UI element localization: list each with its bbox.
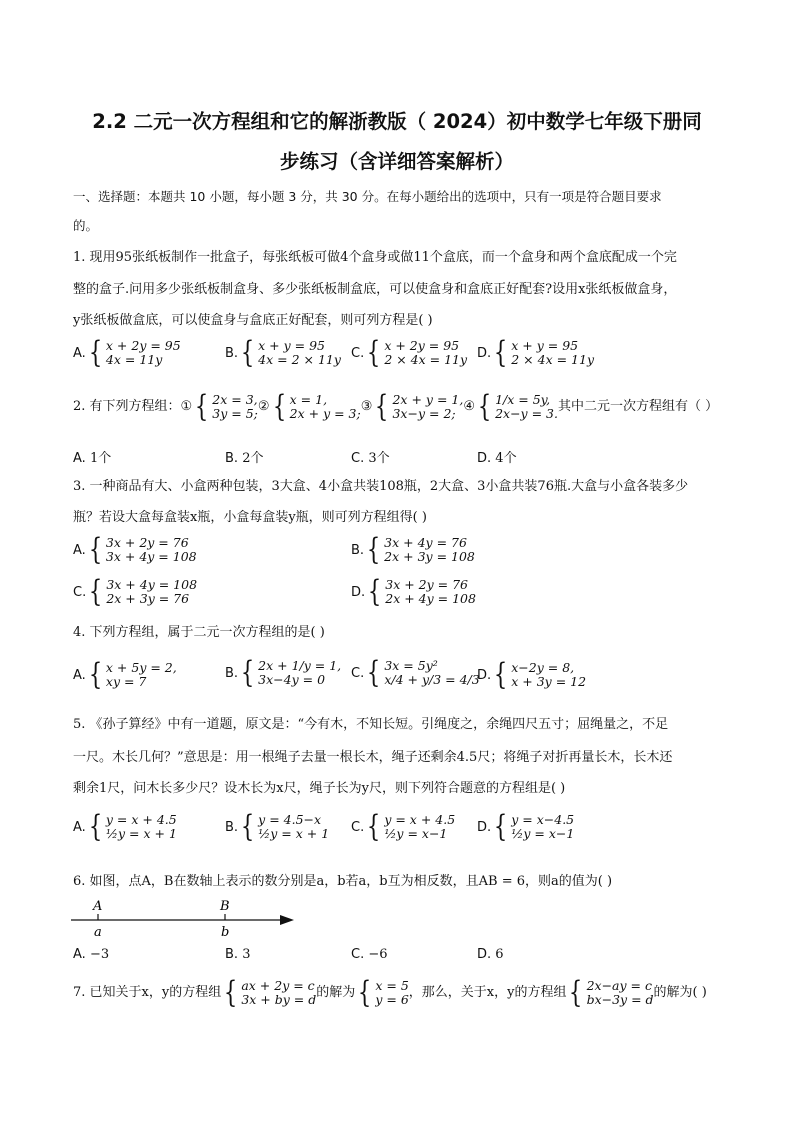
q5-option-b-eq1: y = 4.5−x bbox=[258, 812, 322, 827]
q7-sol-eq2: y = 6 bbox=[375, 992, 409, 1007]
number-line-figure bbox=[66, 894, 306, 940]
q4-option-d-eq1: x−2y = 8, bbox=[511, 660, 575, 675]
page-title-line1: 2.2 二元一次方程组和它的解浙教版（ 2024）初中数学七年级下册同 bbox=[92, 110, 702, 133]
q6-option-a-text: −3 bbox=[89, 947, 110, 962]
q5-option-b-label: B. bbox=[225, 819, 239, 835]
section-header-line2: 的。 bbox=[73, 218, 99, 233]
q1-stem-line2: 整的盒子.问用多少张纸板制盒身、多少张纸板制盒底，可以使盒身和盒底正好配套?设用x张纸板做盒身， bbox=[73, 282, 677, 297]
q3-option-d: D. { 3x + 2y = 76 2x + 4y = 108 bbox=[351, 574, 476, 609]
q3-option-c-label: C. bbox=[73, 584, 87, 600]
q3-stem-line1: 3. 一种商品有大、小盒两种包装，3大盒、4小盒共装108瓶，2大盒、3小盒共装76瓶.大盒与小盒各装多少 bbox=[73, 479, 689, 494]
q2-option-b-label: B. bbox=[225, 451, 239, 466]
q6-option-b bbox=[225, 947, 250, 962]
q2-option-c bbox=[351, 447, 390, 466]
q2-option-b bbox=[225, 447, 263, 466]
q4-option-a-eq2: xy = 7 bbox=[105, 674, 147, 689]
q7-sys1-eq2: 3x + by = d bbox=[241, 992, 317, 1007]
q2-system-2-mark: ② bbox=[257, 399, 270, 414]
value-b-label: b bbox=[221, 925, 230, 940]
q2-option-c-label: C. bbox=[351, 451, 365, 466]
q2-stem: 2. 有下列方程组： ① { 2x = 3, 3y = 5; ② { x = 1, 2x + y = 3; ③ { 2x + y = 1, 3x−y = 2; ④ { 1/x = 5y, 2x−y = 3. 其中二元一次方程组有（ ） bbox=[73, 389, 719, 424]
q6-stem: 6. 如图，点A，B在数轴上表示的数分别是a，b若a，b互为相反数，且AB = 6，则a的值为( ) bbox=[73, 874, 613, 889]
q3-option-b: B. { 3x + 4y = 76 2x + 3y = 108 bbox=[351, 532, 475, 567]
q7-part4: 的解为( ) bbox=[653, 985, 707, 1000]
q2-system-3-eq2: 3x−y = 2; bbox=[392, 406, 456, 421]
q3-option-b-label: B. bbox=[351, 542, 365, 558]
q2-system-2-eq2: 2x + y = 3; bbox=[289, 406, 361, 421]
q5-option-c-eq2: ½y = x−1 bbox=[384, 826, 448, 841]
q4-option-c-label: C. bbox=[351, 665, 365, 681]
point-a-label: A bbox=[93, 899, 103, 914]
q4-option-b: B. { 2x + 1/y = 1, 3x−4y = 0 bbox=[225, 655, 342, 690]
q7-stem: 7. 已知关于x，y的方程组 { ax + 2y = c 3x + by = d 的解为 { x = 5 y = 6 ，那么，关于x，y的方程组 { 2x−ay = c bx−3y = d 的解为( ) bbox=[73, 975, 707, 1010]
q2-system-4-eq2: 2x−y = 3. bbox=[495, 406, 558, 421]
q2-option-d-text: 4个 bbox=[495, 451, 517, 466]
q2-option-d bbox=[477, 447, 517, 466]
q2-option-c-text: 3个 bbox=[368, 451, 390, 466]
q1-option-d-label: D. bbox=[477, 345, 492, 361]
q3-option-a-label: A. bbox=[73, 542, 86, 558]
q5-stem-line3: 剩余1尺，问木长多少尺？设木长为x尺，绳子长为y尺，则下列符合题意的方程组是( ) bbox=[73, 781, 566, 796]
q1-option-d-eq2: 2 × 4x = 11y bbox=[511, 352, 595, 367]
q4-option-c-eq1: 3x = 5y² bbox=[384, 658, 438, 673]
q5-option-c: C. { y = x + 4.5 ½y = x−1 bbox=[351, 809, 456, 844]
q3-option-c-eq1: 3x + 4y = 108 bbox=[106, 577, 198, 592]
q3-option-c: C. { 3x + 4y = 108 2x + 3y = 76 bbox=[73, 574, 198, 609]
q2-option-a-label: A. bbox=[73, 451, 86, 466]
q7-sys2-eq2: bx−3y = d bbox=[586, 992, 654, 1007]
q1-option-c-eq1: x + 2y = 95 bbox=[384, 338, 460, 353]
q5-stem-line1: 5. 《孙子算经》中有一道题，原文是：“今有木，不知长短。引绳度之，余绳四尺五寸；屈绳量之，不足 bbox=[73, 717, 669, 732]
q5-option-b-eq2: ½y = x + 1 bbox=[258, 826, 330, 841]
q2-system-3-mark: ③ bbox=[360, 399, 373, 414]
number-line-arrow bbox=[280, 915, 294, 925]
q6-option-d-text: 6 bbox=[495, 947, 504, 962]
section-header-line1: 一、选择题：本题共 10 小题，每小题 3 分，共 30 分。在每小题给出的选项中，只有一项是符合题目要求 bbox=[73, 189, 662, 204]
q7-sol-eq1: x = 5 bbox=[375, 978, 409, 993]
q1-stem-line1: 1. 现用95张纸板制作一批盒子，每张纸板可做4个盒身或做11个盒底，而一个盒身和两个盒底配成一个完 bbox=[73, 250, 677, 265]
q2-option-a-text: 1个 bbox=[89, 451, 112, 466]
q1-option-a-label: A. bbox=[73, 345, 86, 361]
q3-option-d-label: D. bbox=[351, 584, 366, 600]
q5-option-a-eq2: ½y = x + 1 bbox=[105, 826, 177, 841]
q4-option-d-eq2: x + 3y = 12 bbox=[511, 674, 587, 689]
q1-option-c-eq2: 2 × 4x = 11y bbox=[384, 352, 468, 367]
q1-option-c: C. { x + 2y = 95 2 × 4x = 11y bbox=[351, 335, 468, 370]
q5-option-d: D. { y = x−4.5 ½y = x−1 bbox=[477, 809, 575, 844]
q3-option-c-eq2: 2x + 3y = 76 bbox=[106, 591, 190, 606]
q7-part2: 的解为 bbox=[316, 985, 356, 1000]
q6-option-c bbox=[351, 947, 388, 962]
q2-option-d-label: D. bbox=[477, 451, 492, 466]
q4-option-b-eq1: 2x + 1/y = 1, bbox=[258, 658, 342, 673]
q4-option-a-eq1: x + 5y = 2, bbox=[105, 660, 177, 675]
q4-option-b-label: B. bbox=[225, 665, 239, 681]
q2-option-a bbox=[73, 447, 111, 466]
q2-system-4-eq1: 1/x = 5y, bbox=[495, 392, 551, 407]
q6-option-d-label: D. bbox=[477, 947, 492, 962]
q5-option-c-label: C. bbox=[351, 819, 365, 835]
q3-option-a: A. { 3x + 2y = 76 3x + 4y = 108 bbox=[73, 532, 197, 567]
q2-system-2-eq1: x = 1, bbox=[289, 392, 328, 407]
q1-option-a: A. { x + 2y = 95 4x = 11y bbox=[73, 335, 181, 370]
q7-part3: ，那么，关于x，y的方程组 bbox=[408, 985, 567, 1000]
q3-option-b-eq1: 3x + 4y = 76 bbox=[384, 535, 467, 550]
q1-option-d: D. { x + y = 95 2 × 4x = 11y bbox=[477, 335, 595, 370]
q1-option-a-eq2: 4x = 11y bbox=[105, 352, 163, 367]
value-a-label: a bbox=[94, 925, 102, 940]
q3-option-d-eq1: 3x + 2y = 76 bbox=[385, 577, 469, 592]
q5-option-a-label: A. bbox=[73, 819, 86, 835]
q5-option-d-eq2: ½y = x−1 bbox=[511, 826, 575, 841]
q6-option-c-text: −6 bbox=[368, 947, 388, 962]
point-b-label: B bbox=[220, 899, 230, 914]
page-title-line2: 步练习（含详细答案解析） bbox=[279, 150, 514, 173]
q4-stem: 4. 下列方程组，属于二元一次方程组的是( ) bbox=[73, 625, 325, 640]
q1-option-b: B. { x + y = 95 4x = 2 × 11y bbox=[225, 335, 341, 370]
q2-system-1-eq1: 2x = 3, bbox=[212, 392, 258, 407]
q2-option-b-text: 2个 bbox=[242, 451, 264, 466]
q2-system-3-eq1: 2x + y = 1, bbox=[392, 392, 464, 407]
q5-option-c-eq1: y = x + 4.5 bbox=[384, 812, 456, 827]
q3-option-b-eq2: 2x + 3y = 108 bbox=[384, 549, 475, 564]
q6-option-b-text: 3 bbox=[242, 947, 251, 962]
q6-option-d bbox=[477, 947, 504, 962]
q1-option-b-label: B. bbox=[225, 345, 239, 361]
q1-option-b-eq2: 4x = 2 × 11y bbox=[258, 352, 341, 367]
q4-option-c-eq2: x/4 + y/3 = 4/3 bbox=[384, 672, 480, 687]
q5-option-d-eq1: y = x−4.5 bbox=[511, 812, 575, 827]
q2-stem-start: 2. 有下列方程组： bbox=[73, 399, 181, 414]
q3-option-a-eq2: 3x + 4y = 108 bbox=[105, 549, 197, 564]
q2-stem-end: 其中二元一次方程组有（ ） bbox=[557, 399, 719, 414]
q6-option-c-label: C. bbox=[351, 947, 365, 962]
q3-option-d-eq2: 2x + 4y = 108 bbox=[385, 591, 476, 606]
q1-option-c-label: C. bbox=[351, 345, 365, 361]
q7-sys2-eq1: 2x−ay = c bbox=[586, 978, 652, 993]
q6-option-a bbox=[73, 947, 109, 962]
q4-option-a-label: A. bbox=[73, 667, 86, 683]
q1-stem-line3: y张纸板做盒底，可以使盒身与盒底正好配套，则可列方程是( ) bbox=[73, 313, 433, 328]
q4-option-a: A. { x + 5y = 2, xy = 7 bbox=[73, 657, 177, 692]
q7-part1: 7. 已知关于x，y的方程组 bbox=[73, 985, 222, 1000]
q1-option-a-eq1: x + 2y = 95 bbox=[105, 338, 181, 353]
q2-system-1-eq2: 3y = 5; bbox=[212, 406, 258, 421]
q4-option-d: D. { x−2y = 8, x + 3y = 12 bbox=[477, 657, 587, 692]
q5-option-d-label: D. bbox=[477, 819, 492, 835]
q6-option-b-label: B. bbox=[225, 947, 239, 962]
q2-system-4-mark: ④ bbox=[463, 399, 475, 414]
q4-option-b-eq2: 3x−4y = 0 bbox=[258, 672, 326, 687]
q1-option-b-eq1: x + y = 95 bbox=[258, 338, 326, 353]
q1-option-d-eq1: x + y = 95 bbox=[511, 338, 579, 353]
q7-sys1-eq1: ax + 2y = c bbox=[241, 978, 315, 993]
q4-option-d-label: D. bbox=[477, 667, 492, 683]
q6-option-a-label: A. bbox=[73, 947, 86, 962]
q5-stem-line2: 一尺。木长几何？”意思是：用一根绳子去量一根长木，绳子还剩余4.5尺；将绳子对折再量长木，长木还 bbox=[73, 750, 673, 765]
q3-option-a-eq1: 3x + 2y = 76 bbox=[105, 535, 189, 550]
q5-option-a-eq1: y = x + 4.5 bbox=[105, 812, 177, 827]
q5-option-b: B. { y = 4.5−x ½y = x + 1 bbox=[225, 809, 330, 844]
q2-system-1-mark: ① bbox=[180, 399, 193, 414]
q3-stem-line2: 瓶？若设大盒每盒装x瓶，小盒每盒装y瓶，则可列方程组得( ) bbox=[73, 510, 427, 525]
q5-option-a: A. { y = x + 4.5 ½y = x + 1 bbox=[73, 809, 177, 844]
q4-option-c: C. { 3x = 5y² x/4 + y/3 = 4/3 bbox=[351, 655, 480, 690]
